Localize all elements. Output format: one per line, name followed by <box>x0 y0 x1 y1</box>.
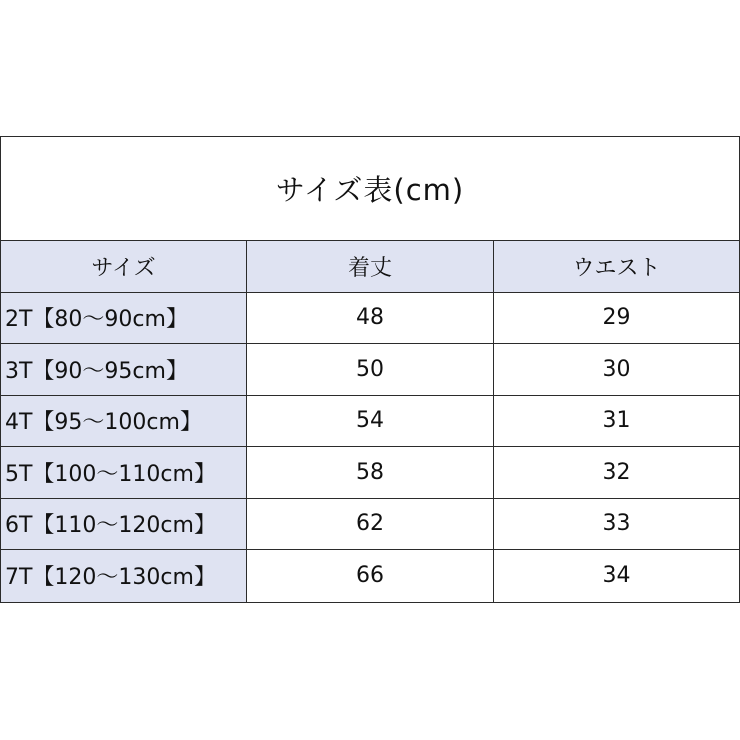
row-waist: 29 <box>494 293 739 345</box>
row-size-label: 2T【80～90cm】 <box>1 293 247 345</box>
row-waist: 33 <box>494 499 739 551</box>
row-size-label: 7T【120～130cm】 <box>1 550 247 602</box>
row-waist: 31 <box>494 396 739 448</box>
row-length: 66 <box>247 550 494 602</box>
row-waist: 34 <box>602 563 631 589</box>
row-waist: 32 <box>494 447 739 499</box>
row-length: 48 <box>247 293 494 345</box>
size-table <box>0 136 740 603</box>
table-grid <box>1 241 739 602</box>
row-size-label: 4T【95～100cm】 <box>1 396 247 448</box>
header-length: 着丈 <box>247 241 494 293</box>
row-length: 54 <box>247 396 494 448</box>
row-length: 58 <box>247 447 494 499</box>
table-title: サイズ表(cm) <box>1 137 739 241</box>
header-size: サイズ <box>1 241 247 293</box>
row-length: 62 <box>247 499 494 551</box>
row-size-label: 6T【110～120cm】 <box>1 499 247 551</box>
row-length: 50 <box>247 344 494 396</box>
row-waist: 30 <box>494 344 739 396</box>
row-size-label: 5T【100～110cm】 <box>1 447 247 499</box>
row-size-label: 3T【90～95cm】 <box>1 344 247 396</box>
header-waist: ウエスト <box>494 241 739 293</box>
